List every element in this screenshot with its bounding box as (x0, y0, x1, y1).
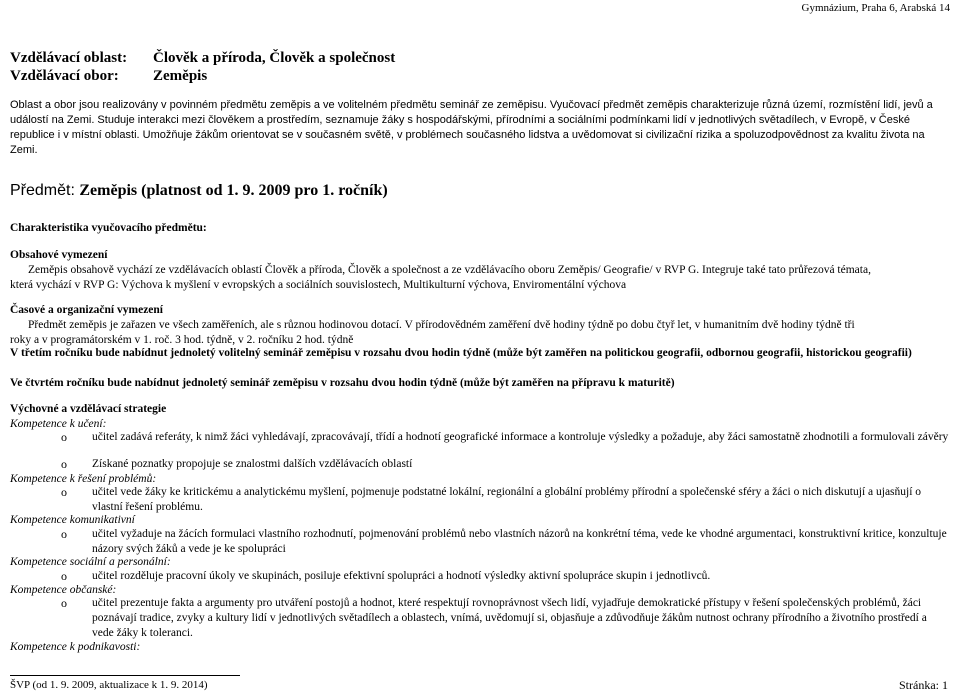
area-block (10, 49, 395, 85)
list-item-text: učitel rozděluje pracovní úkoly ve skupinách, posiluje efektivní spolupráci a hodnotí výsledky aktivní spolupráce skupin i jednotlivců. (92, 570, 711, 582)
subject-label: Předmět: (10, 182, 80, 199)
list-item-text: učitel vyžaduje na žácích formulaci vlastního rozhodnutí, pojmenování problémů nebo vlastních názorů na konkrétní téma, vede ke vhodné argumentaci, konstruktivní kritice, konzultuje názory svých žáků a vede je ke spolupráci (92, 528, 947, 555)
bullet-icon: o (61, 430, 67, 444)
time-text: Předmět zeměpis je zařazen ve všech zaměřeních, ale s různou hodinovou dotací. V přírodovědném zaměření dvě hodiny týdně po dobu čtyř let, v humanitním dvě hodiny týdně tři (28, 319, 855, 331)
time-text-2: roky a v programátorském v 1. roč. 3 hod. týdně, v 2. ročníku 2 hod. týdně (10, 334, 354, 346)
area-value: Člověk a příroda, Člověk a společnost (153, 50, 396, 66)
bullet-icon: o (61, 596, 67, 610)
school-header: Gymnázium, Praha 6, Arabská 14 (801, 2, 950, 14)
page-number: Stránka: 1 (899, 678, 948, 692)
subject-value: Zeměpis (platnost od 1. 9. 2009 pro 1. ročník) (79, 182, 388, 199)
footer-left: ŠVP (od 1. 9. 2009, aktualizace k 1. 9. 2014) (10, 679, 208, 691)
characteristics-heading: Charakteristika vyučovacího předmětu: (10, 222, 207, 234)
strategy-heading: Výchovné a vzdělávací strategie (10, 403, 167, 415)
list-item-text: Získané poznatky propojuje se znalostmi dalších vzdělávacích oblastí (92, 458, 413, 470)
competence-social: Kompetence sociální a personální: (10, 556, 171, 568)
competence-problems: Kompetence k řešení problémů: (10, 473, 157, 485)
fourth-year-text: Ve čtvrtém ročníku bude nabídnut jednoletý seminář zeměpisu v rozsahu dvou hodin týdně (může být zaměřen na přípravu k maturitě) (10, 377, 675, 389)
bullet-icon: o (61, 457, 67, 471)
content-heading: Obsahové vymezení (10, 249, 108, 261)
competence-communicative: Kompetence komunikativní (10, 514, 135, 526)
competence-civic: Kompetence občanské: (10, 584, 117, 596)
content-text: Zeměpis obsahově vychází ze vzdělávacích oblastí Člověk a příroda, Člověk a společnost a ze vzdělávacího oboru Zeměpis/ Geografie/ v RVP G. Integruje také tato průřezová témata, (28, 264, 871, 276)
competence-entrepreneurial: Kompetence k podnikavosti: (10, 641, 141, 653)
list-item-text: učitel vede žáky ke kritickému a analytickému myšlení, pojmenuje podstatné lokální, regionální a globální problémy přírodní a společenské sféry a žáci o nich diskutují a ujasňují o vlastní řešení problému. (92, 486, 922, 513)
area-label: Vzdělávací oblast: (10, 50, 128, 66)
bullet-icon: o (61, 569, 67, 583)
time-heading: Časové a organizační vymezení (10, 304, 163, 316)
bullet-icon: o (61, 485, 67, 499)
field-label: Vzdělávací obor: (10, 68, 119, 84)
field-value: Zeměpis (153, 68, 208, 84)
list-item-text: učitel prezentuje fakta a argumenty pro utváření postojů a hodnot, které respektují rovnoprávnost všech lidí, vyjadřuje demokratické přístupy v řešení společenských problémů, žáci poznávají tradice, zvyky a kultury lidí v jednotlivých světadílech a oblastech, vnímá, uvědomují si, objasňuje a zdůvodňuje žákům nutnost ochrany přírodního a životního prostředí a vede žáky k toleranci. (92, 597, 927, 639)
competence-learning: Kompetence k učení: (10, 418, 107, 430)
bullet-icon: o (61, 527, 67, 541)
third-year-text: V třetím ročníku bude nabídnut jednoletý volitelný seminář zeměpisu v rozsahu dvou hodin týdně (může být zaměřen na politickou geografii, odbornou geografii, historickou geografii) (10, 347, 912, 359)
intro-paragraph: Oblast a obor jsou realizovány v povinném předmětu zeměpis a ve volitelném předmětu seminář ze zeměpisu. Vyučovací předmět zeměpis charakterizuje různá území, rozmístění lidí, jevů a událostí na Zemi. Studuje interakci mezi člověkem a prostředím, seznamuje žáky s hospodářskými, přírodními a sociálními podmínkami lidí v jednotlivých světadílech, v Evropě, v České republice i v místní oblasti. Umožňuje žákům orientovat se v současném světě, v problémech současného lidstva a uvědomovat si civilizační rizika a spoluzodpovědnost za kvalitu života na Zemi. (10, 99, 933, 156)
footer-divider (10, 675, 240, 676)
list-item-text: učitel zadává referáty, k nimž žáci vyhledávají, zpracovávají, třídí a hodnotí geografické informace a kontroluje výsledky a požaduje, aby žáci samostatně zhodnotili a formulovali závěry (92, 431, 949, 443)
subject-title (10, 182, 388, 200)
content-text-2: která vychází v RVP G: Výchova k myšlení v evropských a sociálních souvislostech, Multikulturní výchova, Enviromentální výchova (10, 279, 627, 291)
